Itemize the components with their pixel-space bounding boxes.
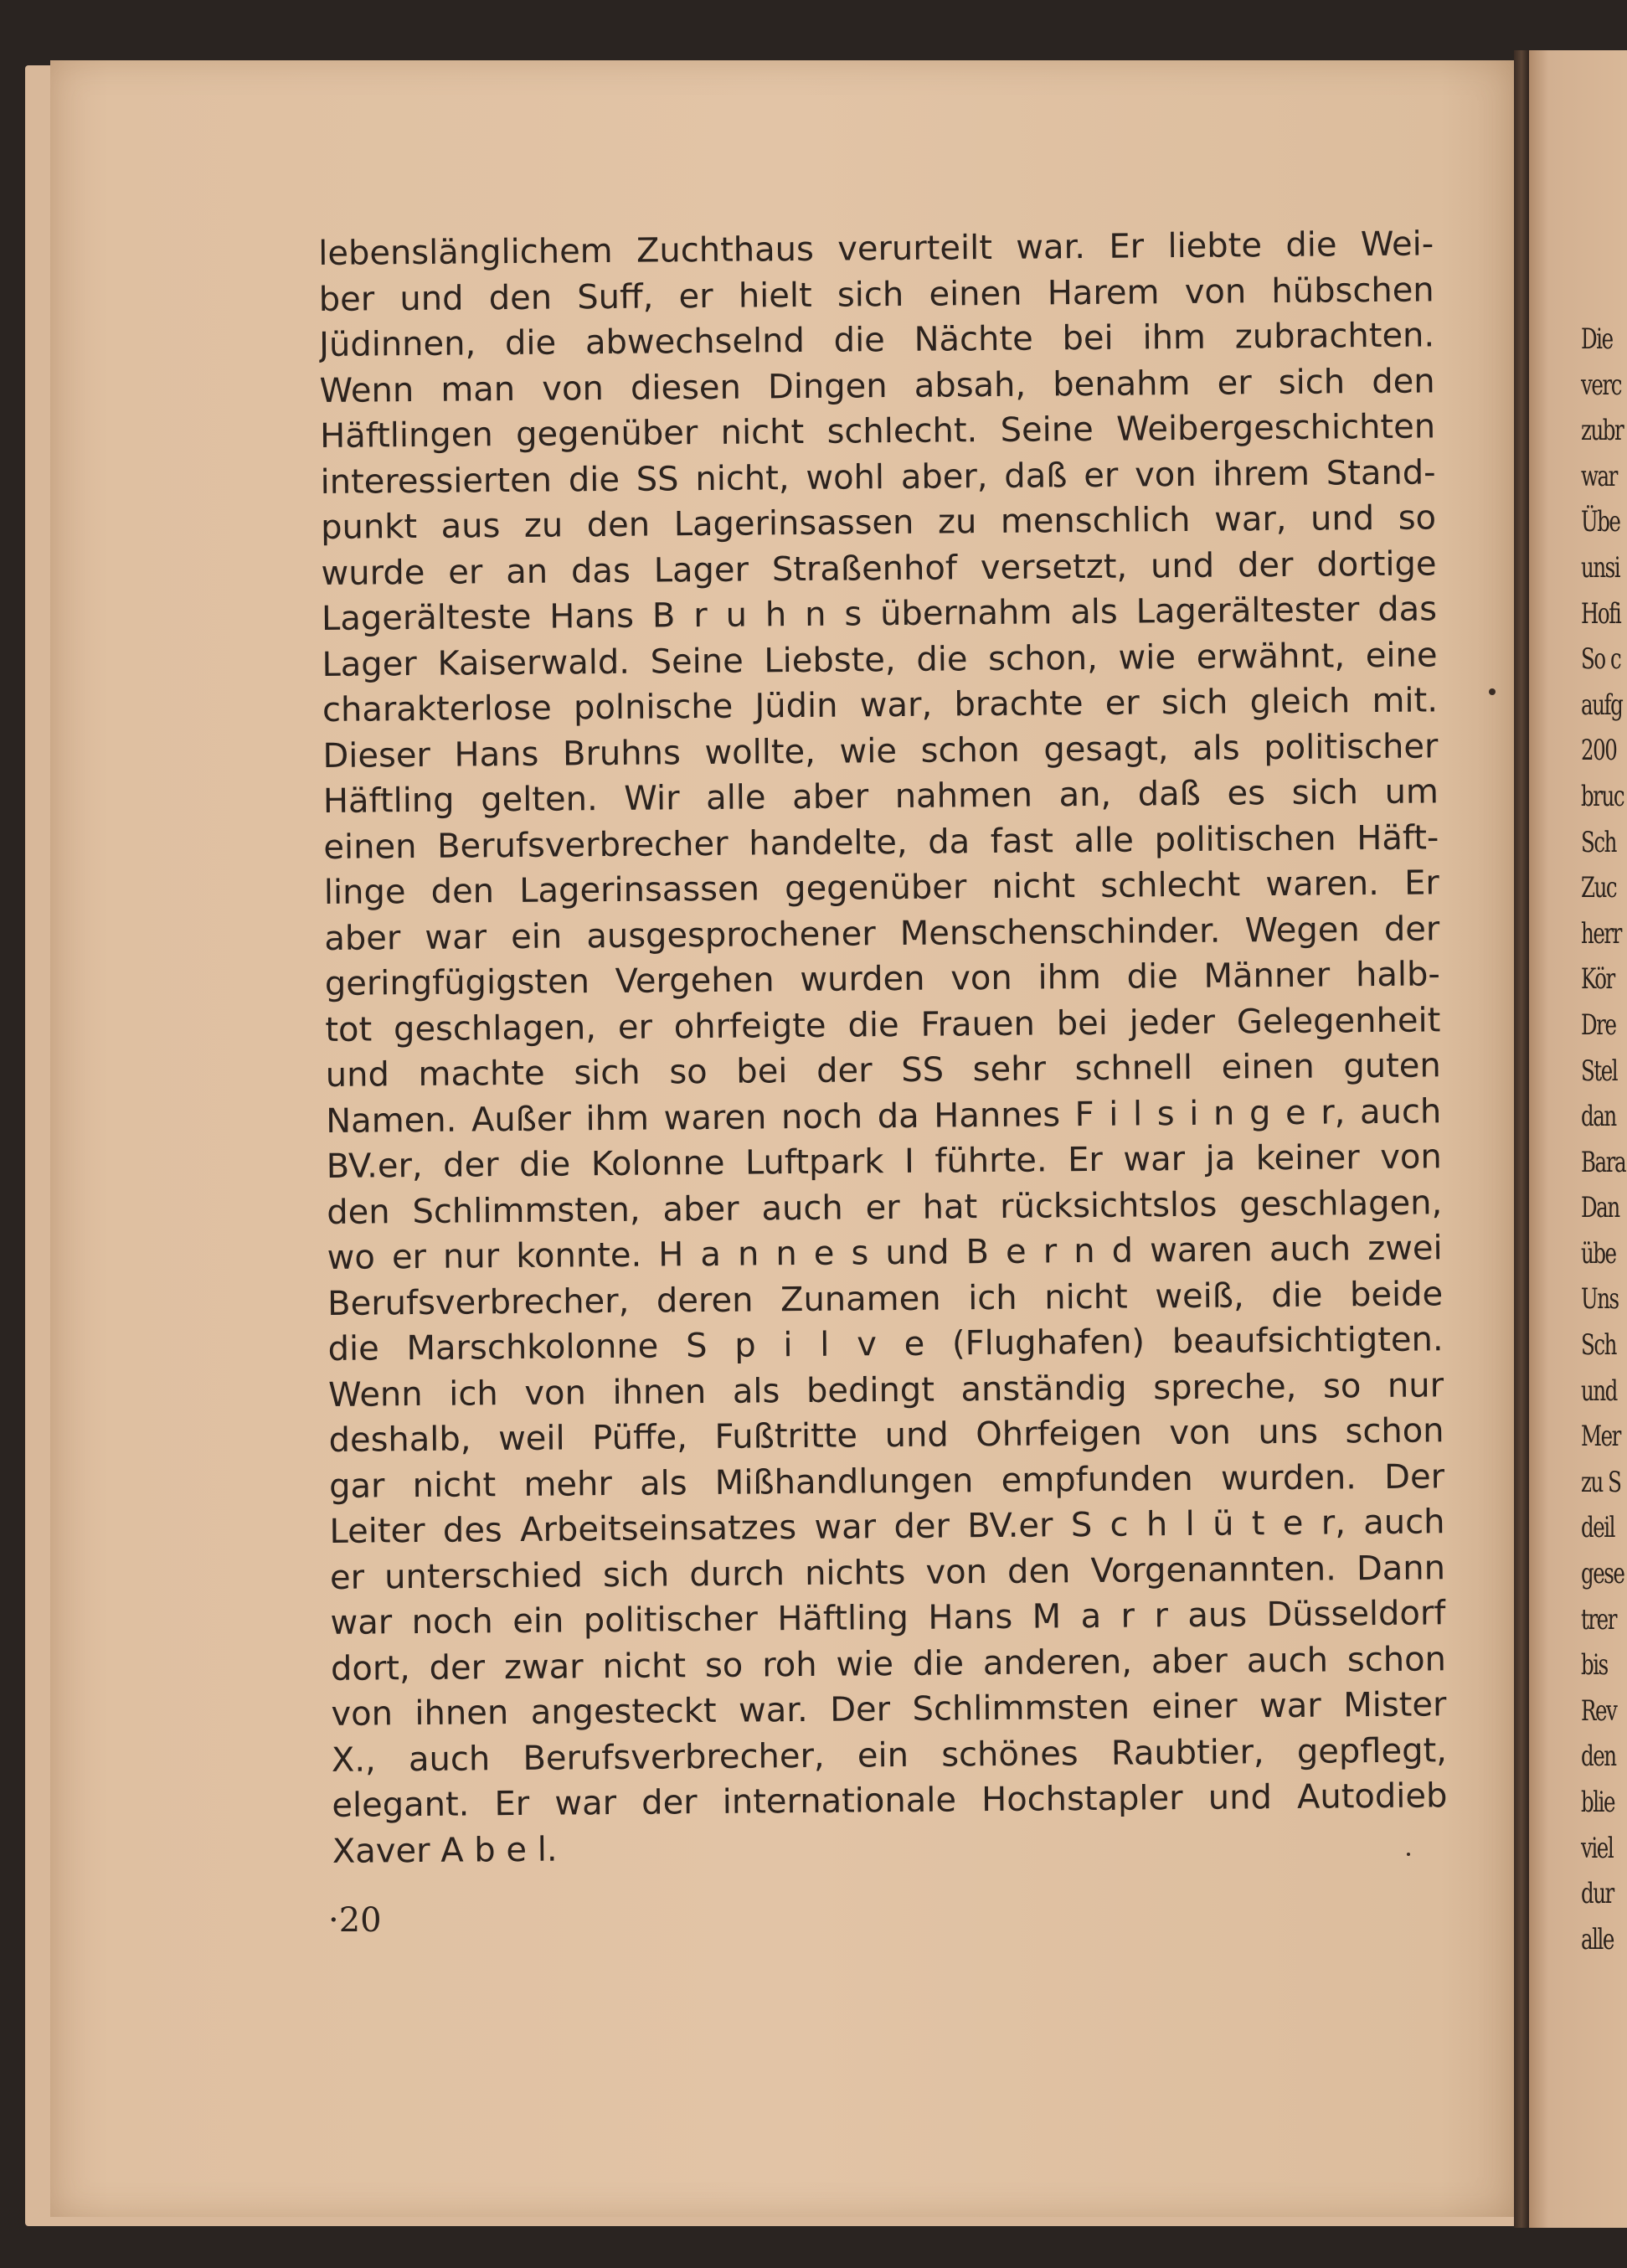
text-line: Xaver A b e l. bbox=[332, 1830, 558, 1871]
next-page-fragment: war bbox=[1581, 459, 1617, 493]
text-line: und machte sich so bei der SS sehr schnell einen guten bbox=[325, 1046, 1441, 1095]
text-line: Lager Kaiserwald. Seine Liebste, die schon, wie erwähnt, eine bbox=[322, 635, 1438, 684]
next-page-fragment: Uns bbox=[1581, 1282, 1619, 1317]
next-page-fragment: Stel bbox=[1581, 1054, 1618, 1088]
text-line: von ihnen angesteckt war. Der Schlimmsten einer war Mister bbox=[331, 1685, 1447, 1734]
next-page-fragment: aufg bbox=[1581, 688, 1623, 722]
next-page-fragment: blie bbox=[1581, 1786, 1615, 1819]
text-line: tot geschlagen, er ohrfeigte die Frauen bei jeder Gelegenheit bbox=[325, 1000, 1441, 1049]
text-line: er unterschied sich durch nichts von den Vorgenannten. Dann bbox=[329, 1548, 1446, 1597]
text-line: interessierten die SS nicht, wohl aber, daß er von ihrem Stand- bbox=[320, 452, 1436, 502]
next-page-fragment: bis bbox=[1581, 1648, 1608, 1683]
next-page-fragment: Kör bbox=[1581, 962, 1614, 997]
next-page-fragment: dur bbox=[1581, 1877, 1614, 1911]
next-page-fragment: herr bbox=[1581, 916, 1621, 951]
next-page-fragment: alle bbox=[1581, 1922, 1614, 1956]
text-line: Lagerälteste Hans B r u h n s übernahm als Lagerältester das bbox=[321, 590, 1438, 638]
text-line: geringfügigsten Vergehen wurden von ihm die Männer halb- bbox=[324, 955, 1440, 1003]
next-page-fragment: Sch bbox=[1581, 825, 1616, 859]
next-page-fragment: viel bbox=[1581, 1831, 1614, 1865]
page-number bbox=[328, 1901, 382, 1940]
text-line: Leiter des Arbeitseinsatzes war der BV.er S c h l ü t e r, auch bbox=[329, 1503, 1445, 1551]
text-line: Berufsverbrecher, deren Zunamen ich nicht weiß, die beide bbox=[327, 1274, 1444, 1323]
text-line: linge den Lagerinsassen gegenüber nicht schlecht waren. Er bbox=[323, 863, 1440, 912]
next-page-fragment: unsi bbox=[1581, 550, 1620, 585]
text-line: elegant. Er war der internationale Hochstapler und Autodieb bbox=[332, 1776, 1448, 1825]
next-page bbox=[1529, 50, 1627, 2228]
page-number-dot: · bbox=[328, 1901, 339, 1940]
text-line: den Schlimmsten, aber auch er hat rücksichtslos geschlagen, bbox=[327, 1183, 1443, 1232]
next-page-fragment: verc bbox=[1581, 368, 1621, 402]
text-line: wurde er an das Lager Straßenhof versetzt, und der dortige bbox=[321, 544, 1437, 593]
text-line: punkt aus zu den Lagerinsassen zu menschlich war, und so bbox=[320, 498, 1437, 547]
next-page-fragment: zu S bbox=[1581, 1465, 1621, 1499]
text-line: Namen. Außer ihm waren noch da Hannes F i l s i n g e r, auch bbox=[326, 1091, 1442, 1141]
text-line: Häftlingen gegenüber nicht schlecht. Seine Weibergeschichten bbox=[319, 407, 1436, 456]
text-line: charakterlose polnische Jüdin war, brachte er sich gleich mit. bbox=[322, 681, 1439, 729]
text-line: lebenslänglichem Zuchthaus verurteilt war. Er liebte die Wei- bbox=[318, 224, 1434, 273]
text-line: Wenn man von diesen Dingen absah, benahm er sich den bbox=[319, 361, 1435, 410]
next-page-fragment: So c bbox=[1581, 642, 1621, 677]
next-page-fragment: trer bbox=[1581, 1602, 1616, 1637]
text-line: Wenn ich von ihnen als bedingt anständig spreche, so nur bbox=[327, 1365, 1444, 1415]
next-page-fragment: zubr bbox=[1581, 414, 1624, 448]
next-page-fragments bbox=[1581, 317, 1627, 1962]
text-line: Dieser Hans Bruhns wollte, wie schon gesagt, als politischer bbox=[322, 726, 1439, 776]
next-page-fragment: deil bbox=[1581, 1511, 1615, 1545]
next-page-fragment: den bbox=[1581, 1740, 1616, 1774]
next-page-fragment: dan bbox=[1581, 1100, 1616, 1134]
book-gutter bbox=[1514, 50, 1529, 2228]
text-line: einen Berufsverbrecher handelte, da fast alle politischen Häft- bbox=[323, 817, 1439, 867]
next-page-fragment: Übe bbox=[1581, 505, 1620, 539]
next-page-fragment: Bara bbox=[1581, 1145, 1626, 1179]
ink-speck bbox=[1407, 1853, 1410, 1856]
text-line: ber und den Suff, er hielt sich einen Harem von hübschen bbox=[318, 270, 1434, 319]
text-line: deshalb, weil Püffe, Fußtritte und Ohrfeigen von uns schon bbox=[328, 1411, 1444, 1460]
text-line: war noch ein politischer Häftling Hans M a r r aus Düsseldorf bbox=[330, 1594, 1446, 1642]
next-page-fragment: Sch bbox=[1581, 1328, 1616, 1363]
next-page-fragment: Mer bbox=[1581, 1420, 1620, 1454]
text-line: gar nicht mehr als Mißhandlungen empfunden wurden. Der bbox=[328, 1456, 1445, 1506]
text-line: Häftling gelten. Wir alle aber nahmen an, daß es sich um bbox=[322, 772, 1439, 821]
next-page-fragment: Die bbox=[1581, 322, 1613, 356]
text-line: BV.er, der die Kolonne Luftpark I führte. Er war ja keiner von bbox=[326, 1137, 1442, 1186]
page-number-value: 20 bbox=[338, 1901, 382, 1940]
text-line: Jüdinnen, die abwechselnd die Nächte bei ihm zubrachten. bbox=[318, 316, 1435, 364]
next-page-fragment: Rev bbox=[1581, 1693, 1617, 1728]
ink-speck bbox=[1489, 688, 1496, 695]
next-page-fragment: bruc bbox=[1581, 779, 1624, 813]
text-line: wo er nur konnte. H a n n e s und B e r n d waren auch zwei bbox=[327, 1229, 1443, 1277]
next-page-fragment: übe bbox=[1581, 1236, 1616, 1271]
page-body-text bbox=[318, 221, 1448, 1874]
next-page-fragment: 200 bbox=[1581, 734, 1617, 768]
next-page-fragment: gese bbox=[1581, 1557, 1624, 1591]
text-line: die Marschkolonne S p i l v e (Flughafen) beaufsichtigten. bbox=[327, 1320, 1444, 1369]
text-line: aber war ein ausgesprochener Menschenschinder. Wegen der bbox=[324, 909, 1440, 958]
next-page-fragment: Dre bbox=[1581, 1008, 1616, 1042]
next-page-fragment: Zuc bbox=[1581, 871, 1617, 905]
next-page-fragment: und bbox=[1581, 1374, 1617, 1408]
next-page-fragment: Hofi bbox=[1581, 596, 1621, 631]
next-page-fragment: Dan bbox=[1581, 1191, 1619, 1225]
text-line: dort, der zwar nicht so roh wie die anderen, aber auch schon bbox=[330, 1639, 1447, 1688]
text-line: X., auch Berufsverbrecher, ein schönes Raubtier, gepflegt, bbox=[331, 1730, 1448, 1780]
